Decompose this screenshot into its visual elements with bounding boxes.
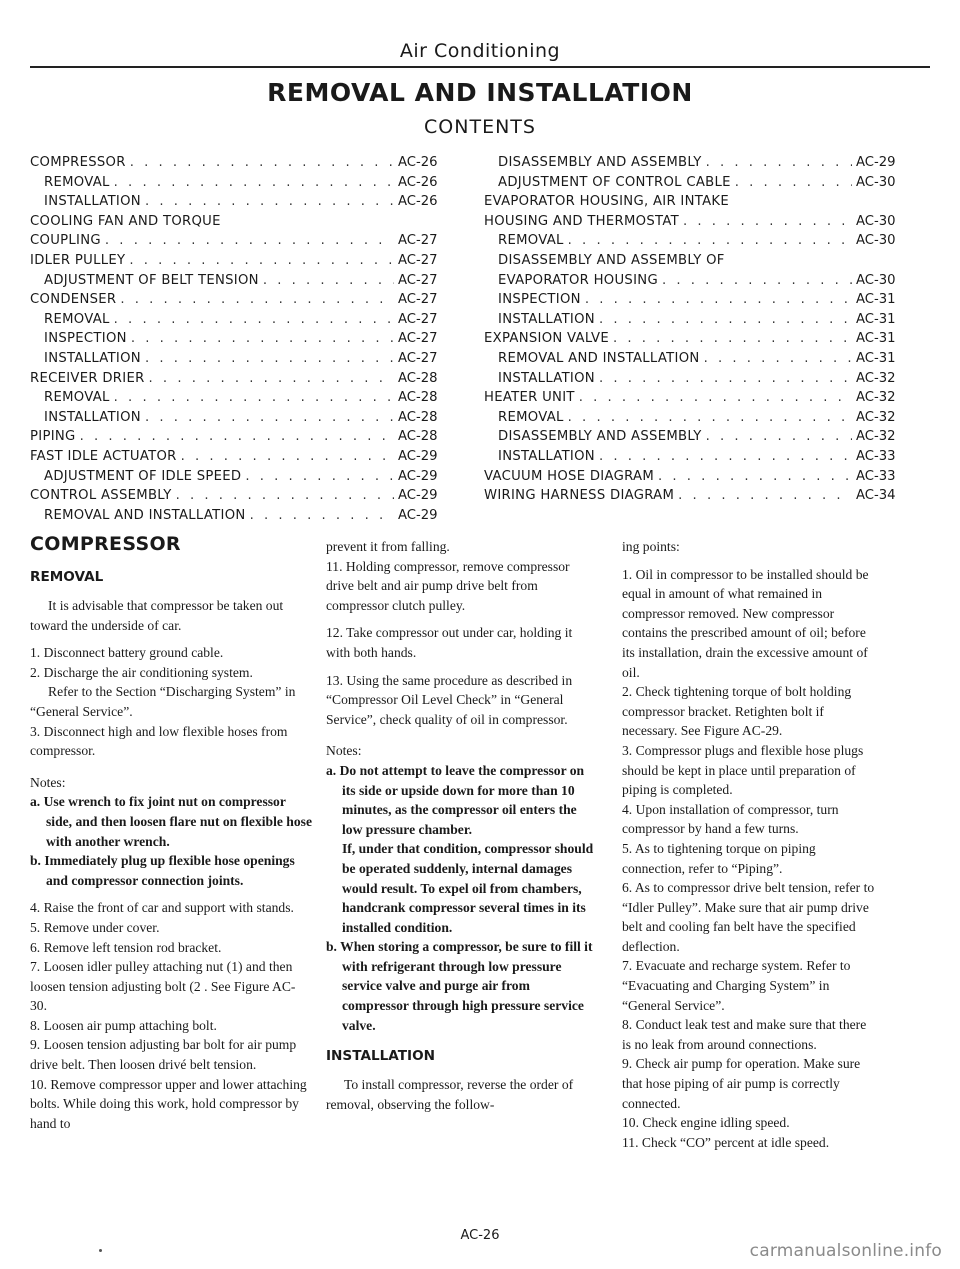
toc-entry — [484, 192, 904, 212]
note-a: a. Use wrench to fix joint nut on compressor side, and then loosen flare nut on flexible hose with another wrench. — [30, 794, 312, 849]
toc-entry-page: AC-29 — [856, 155, 896, 170]
note-a-continued: If, under that condition, compressor should be operated suddenly, internal damages would result. To expel oil from chambers, handcrank compressor several times in its installed condition. — [342, 841, 594, 935]
install-point-9: 9. Check air pump for operation. Make sure that hose piping of air pump is correctly connected. — [622, 1056, 861, 1111]
toc-entry-title: DISASSEMBLY AND ASSEMBLY OF — [498, 252, 725, 268]
body-column-1 — [30, 532, 312, 1133]
toc-dot-leader — [599, 369, 852, 389]
toc-entry-title: RECEIVER DRIER — [30, 370, 145, 386]
toc-dot-leader — [130, 153, 394, 173]
toc-entry-title: REMOVAL — [498, 233, 564, 249]
toc-entry-title: HEATER UNIT — [484, 390, 575, 406]
step-10: 10. Remove compressor upper and lower attaching bolts. While doing this work, hold compressor by hand to — [30, 1076, 307, 1131]
install-point-10: 10. Check engine idling speed. — [622, 1115, 790, 1131]
toc-right-column — [484, 153, 904, 506]
toc-entry-title: HOUSING AND THERMOSTAT — [484, 213, 679, 229]
toc-entry-page: AC-27 — [398, 331, 438, 347]
toc-entry-title: INSPECTION — [44, 331, 127, 347]
toc-dot-leader — [706, 153, 852, 173]
toc-entry-title: INSTALLATION — [44, 350, 141, 366]
toc-entry-page: AC-30 — [856, 174, 896, 190]
toc-entry-page: AC-29 — [398, 507, 438, 523]
toc-entry — [484, 153, 904, 173]
toc-entry — [484, 271, 904, 291]
step-1: 1. Disconnect battery ground cable. — [30, 645, 224, 661]
toc-entry-page: AC-27 — [398, 350, 438, 366]
toc-entry — [30, 271, 446, 291]
install-point-3: 3. Compressor plugs and flexible hose plugs should be kept in place until preparation of piping is completed. — [622, 742, 864, 798]
toc-dot-leader — [613, 329, 852, 349]
continued-paragraph-3: ing points: — [622, 539, 680, 554]
toc-entry-title: WIRING HARNESS DIAGRAM — [484, 488, 675, 504]
refer-paragraph: Refer to the Section “Discharging System” in “General Service”. — [30, 684, 296, 719]
toc-entry-title: CONDENSER — [30, 292, 117, 308]
toc-dot-leader — [120, 290, 394, 310]
toc-entry-title: FAST IDLE ACTUATOR — [30, 448, 177, 464]
step-13: 13. Using the same procedure as described in “Compressor Oil Level Check” in “General Service”, check quality of oil in compressor. — [326, 672, 573, 727]
toc-entry — [484, 388, 904, 408]
toc-dot-leader — [250, 506, 394, 526]
step-12: 12. Take compressor out under car, holding it with both hands. — [326, 625, 573, 660]
toc-dot-leader — [568, 231, 852, 251]
toc-entry — [484, 231, 904, 251]
install-point-8: 8. Conduct leak test and make sure that there is no leak from around connections. — [622, 1017, 867, 1052]
toc-dot-leader — [662, 271, 852, 291]
toc-entry — [484, 310, 904, 330]
toc-entry-title: PIPING — [30, 429, 76, 445]
toc-entry — [30, 153, 446, 173]
install-point-4: 4. Upon installation of compressor, turn compressor by hand a few turns. — [622, 801, 839, 837]
toc-entry-title: INSPECTION — [498, 292, 581, 308]
toc-entry-page: AC-26 — [398, 174, 438, 190]
toc-entry-title: COOLING FAN AND TORQUE — [30, 213, 221, 229]
toc-dot-leader — [599, 310, 852, 330]
toc-entry-page: AC-31 — [856, 350, 896, 366]
toc-dot-leader — [579, 388, 852, 408]
toc-entry-title: REMOVAL — [44, 311, 110, 327]
toc-dot-leader — [678, 486, 852, 506]
toc-entry — [484, 447, 904, 467]
step-11: 11. Holding compressor, remove compressor drive belt and air pump drive belt from compressor clutch pulley. — [326, 558, 570, 613]
toc-entry-page: AC-32 — [856, 409, 896, 425]
toc-dot-leader — [131, 329, 394, 349]
toc-entry-page: AC-27 — [398, 292, 438, 308]
toc-entry — [484, 408, 904, 428]
toc-entry-page: AC-31 — [856, 311, 896, 327]
toc-entry-page: AC-27 — [398, 252, 438, 268]
toc-entry — [484, 290, 904, 310]
toc-entry-page: AC-26 — [398, 194, 438, 210]
header-rule — [30, 66, 930, 68]
step-7: 7. Loosen idler pulley attaching nut (1) and then loosen tension adjusting bolt (2 . See Figure AC-30. — [30, 959, 296, 1014]
installation-subheading: INSTALLATION — [326, 1048, 436, 1065]
step-3: 3. Disconnect high and low flexible hoses from compressor. — [30, 723, 288, 759]
toc-entry — [30, 329, 446, 349]
toc-entry-page: AC-27 — [398, 233, 438, 249]
install-point-7: 7. Evacuate and recharge system. Refer to “Evacuating and Charging System” in “General Service”. — [622, 958, 851, 1013]
toc-dot-leader — [263, 271, 394, 291]
toc-entry-page: AC-27 — [398, 272, 438, 288]
body-column-2 — [326, 537, 596, 1114]
toc-dot-leader — [129, 251, 394, 271]
watermark-link[interactable]: carmanualsonline.info — [749, 1241, 942, 1261]
toc-dot-leader — [114, 310, 394, 330]
removal-subheading: REMOVAL — [30, 569, 104, 585]
toc-entry — [484, 173, 904, 193]
toc-entry — [30, 173, 446, 193]
toc-entry — [30, 408, 446, 428]
section-title: Air Conditioning — [399, 40, 561, 62]
toc-dot-leader — [585, 290, 852, 310]
toc-dot-leader — [245, 467, 394, 487]
toc-entry-title: EVAPORATOR HOUSING — [498, 272, 658, 288]
step-5: 5. Remove under cover. — [30, 919, 160, 935]
continued-paragraph: prevent it from falling. — [326, 539, 450, 554]
page-title: REMOVAL AND INSTALLATION — [267, 78, 693, 107]
toc-entry-title: ADJUSTMENT OF IDLE SPEED — [44, 468, 242, 484]
install-point-2: 2. Check tightening torque of bolt holding compressor bracket. Retighten bolt if necessary. See Figure AC-29. — [622, 684, 852, 739]
toc-entry — [484, 212, 904, 232]
toc-left-column — [30, 153, 446, 525]
toc-entry-page: AC-30 — [856, 272, 896, 288]
toc-entry — [484, 349, 904, 369]
toc-entry-title: COUPLING — [30, 233, 101, 249]
note-a-2: a. Do not attempt to leave the compressor on its side or upside down for more than 10 minutes, as the compressor oil enters the low pressure chamber. — [326, 762, 585, 837]
toc-entry — [484, 329, 904, 349]
toc-entry-title: REMOVAL AND INSTALLATION — [498, 350, 700, 366]
toc-entry-page: AC-29 — [398, 448, 438, 464]
intro-paragraph: It is advisable that compressor be taken out toward the underside of car. — [30, 598, 284, 633]
toc-entry-title: REMOVAL AND INSTALLATION — [44, 507, 246, 523]
toc-entry-page: AC-29 — [398, 488, 438, 504]
toc-entry — [30, 310, 446, 330]
toc-entry — [30, 251, 446, 271]
toc-dot-leader — [181, 447, 394, 467]
install-point-11: 11. Check “CO” percent at idle speed. — [622, 1134, 830, 1150]
toc-dot-leader — [599, 447, 852, 467]
toc-entry-page: AC-33 — [856, 448, 896, 464]
toc-entry-title: DISASSEMBLY AND ASSEMBLY — [498, 429, 702, 445]
toc-entry — [484, 467, 904, 487]
toc-entry-page: AC-27 — [398, 311, 438, 327]
notes-label: Notes: — [30, 774, 66, 790]
step-9: 9. Loosen tension adjusting bar bolt for air pump drive belt. Then loosen drivé belt tension. — [30, 1037, 297, 1073]
toc-entry-title: REMOVAL — [498, 409, 564, 425]
toc-entry-page: AC-34 — [856, 488, 896, 504]
toc-entry-title: DISASSEMBLY AND ASSEMBLY — [498, 155, 702, 170]
toc-entry-title: CONTROL ASSEMBLY — [30, 488, 172, 504]
toc-entry-page: AC-28 — [398, 370, 438, 386]
toc-entry-page: AC-31 — [856, 331, 896, 347]
toc-dot-leader — [145, 192, 394, 212]
toc-dot-leader — [658, 467, 852, 487]
note-b: b. Immediately plug up flexible hose openings and compressor connection joints. — [30, 853, 295, 888]
toc-entry-title: INSTALLATION — [44, 194, 141, 210]
toc-entry — [30, 427, 446, 447]
toc-entry-title: ADJUSTMENT OF BELT TENSION — [44, 272, 259, 288]
toc-dot-leader — [706, 427, 852, 447]
toc-entry — [30, 388, 446, 408]
toc-dot-leader — [568, 408, 852, 428]
install-point-5: 5. As to tightening torque on piping connection, refer to “Piping”. — [622, 840, 816, 876]
toc-dot-leader — [149, 369, 394, 389]
toc-entry — [30, 369, 446, 389]
toc-dot-leader — [683, 212, 852, 232]
toc-dot-leader — [145, 408, 394, 428]
contents-heading: CONTENTS — [424, 116, 536, 138]
toc-entry-page: AC-33 — [856, 468, 896, 484]
toc-entry — [30, 467, 446, 487]
toc-entry-title: ADJUSTMENT OF CONTROL CABLE — [498, 174, 731, 190]
toc-dot-leader — [105, 231, 394, 251]
installation-paragraph: To install compressor, reverse the order of removal, observing the follow- — [326, 1077, 574, 1112]
toc-entry — [30, 486, 446, 506]
toc-dot-leader — [80, 427, 394, 447]
step-8: 8. Loosen air pump attaching bolt. — [30, 1017, 217, 1033]
scan-speck — [99, 1249, 102, 1252]
toc-entry — [30, 349, 446, 369]
toc-entry-page: AC-32 — [856, 390, 896, 406]
install-point-6: 6. As to compressor drive belt tension, refer to “Idler Pulley”. Make sure that air pump drive belt and cooling fan belt have the specified deflection. — [622, 880, 875, 954]
toc-entry-page: AC-28 — [398, 390, 438, 406]
toc-entry-title: INSTALLATION — [498, 311, 595, 327]
body-column-3 — [622, 537, 878, 1152]
toc-entry-title: EVAPORATOR HOUSING, AIR INTAKE — [484, 194, 730, 210]
toc-entry-title: REMOVAL — [44, 174, 110, 190]
toc-entry-title: INSTALLATION — [44, 409, 141, 425]
toc-entry — [484, 369, 904, 389]
toc-entry — [484, 251, 904, 271]
toc-entry — [30, 212, 446, 232]
toc-dot-leader — [145, 349, 394, 369]
toc-dot-leader — [704, 349, 852, 369]
toc-entry — [484, 486, 904, 506]
toc-entry-page: AC-28 — [398, 429, 438, 445]
toc-entry-page: AC-32 — [856, 370, 896, 386]
toc-entry-page: AC-30 — [856, 233, 896, 249]
step-6: 6. Remove left tension rod bracket. — [30, 939, 222, 955]
toc-entry — [30, 506, 446, 526]
note-b-2: b. When storing a compressor, be sure to fill it with refrigerant through low pressure service valve and purge air from compressor through high pressure service valve. — [326, 939, 593, 1033]
toc-entry-title: REMOVAL — [44, 390, 110, 406]
toc-entry-page: AC-31 — [856, 292, 896, 308]
toc-dot-leader — [735, 173, 852, 193]
toc-dot-leader — [176, 486, 394, 506]
toc-entry-page: AC-29 — [398, 468, 438, 484]
toc-dot-leader — [114, 173, 394, 193]
toc-entry-title: EXPANSION VALVE — [484, 331, 610, 347]
toc-entry-title: IDLER PULLEY — [30, 252, 126, 268]
toc-entry — [30, 231, 446, 251]
toc-entry-page: AC-28 — [398, 409, 438, 425]
toc-entry-title: VACUUM HOSE DIAGRAM — [484, 468, 655, 484]
step-4: 4. Raise the front of car and support with stands. — [30, 900, 294, 916]
install-point-1: 1. Oil in compressor to be installed should be equal in amount of what remained in compressor removed. New compressor contains the prescribed amount of oil; before its installation, drain the excessive amount of oil. — [622, 566, 869, 680]
toc-entry — [484, 427, 904, 447]
toc-entry — [30, 290, 446, 310]
notes-label-2: Notes: — [326, 743, 362, 759]
toc-entry-page: AC-32 — [856, 429, 896, 445]
toc-entry — [30, 192, 446, 212]
toc-entry-title: INSTALLATION — [498, 448, 595, 464]
toc-entry-title: COMPRESSOR — [30, 155, 126, 170]
toc-dot-leader — [114, 388, 394, 408]
toc-entry — [30, 447, 446, 467]
compressor-heading: COMPRESSOR — [30, 533, 181, 555]
toc-entry-title: INSTALLATION — [498, 370, 595, 386]
step-2: 2. Discharge the air conditioning system. — [30, 664, 253, 680]
toc-entry-page: AC-26 — [398, 155, 438, 170]
toc-entry-page: AC-30 — [856, 213, 896, 229]
page-number: AC-26 — [460, 1228, 500, 1243]
